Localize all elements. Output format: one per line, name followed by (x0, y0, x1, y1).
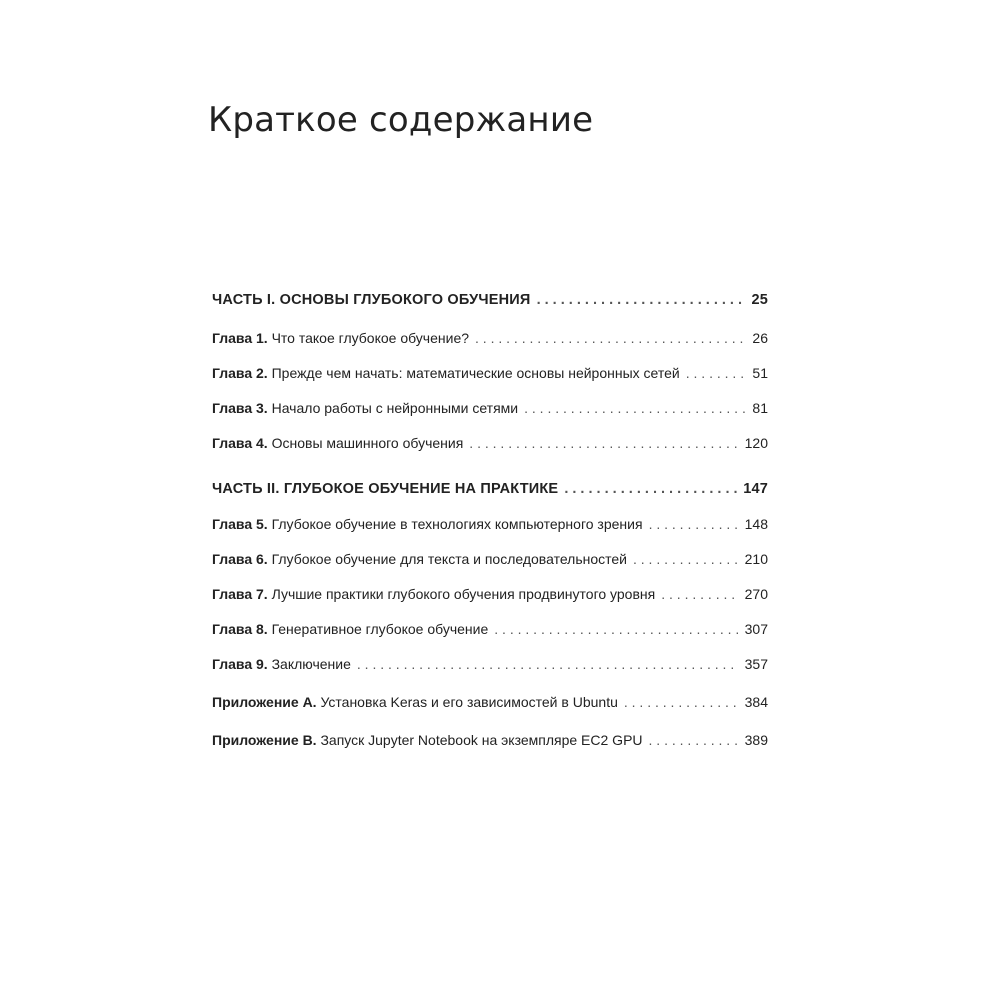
toc-entry (212, 621, 488, 637)
toc-entry (212, 516, 643, 532)
toc-entry-label: Прежде чем начать: математические основы нейронных сетей (271, 365, 680, 381)
toc-chapter-4[interactable] (212, 435, 768, 451)
toc-page-number: 307 (744, 621, 768, 637)
toc-page-number: 26 (752, 330, 768, 346)
toc-chapter-6[interactable] (212, 551, 768, 567)
toc-chapter-number: Глава 3. (212, 400, 268, 416)
toc-entry-label: Запуск Jupyter Notebook на экземпляре EC2 GPU (320, 732, 643, 748)
toc-appendix-b[interactable] (212, 732, 768, 748)
toc-entry-label: Генеративное глубокое обучение (271, 621, 489, 637)
toc-entry-label: Заключение (271, 656, 351, 672)
toc-entry (212, 365, 680, 381)
toc-entry-label: Глубокое обучение для текста и последовательностей (271, 551, 627, 567)
toc-chapter-number: Приложение А. (212, 694, 317, 710)
toc-entry (212, 694, 618, 710)
dot-leader (524, 400, 746, 416)
toc-page-number: 120 (744, 435, 768, 451)
toc-entry-label: ЧАСТЬ I. ОСНОВЫ ГЛУБОКОГО ОБУЧЕНИЯ (212, 292, 531, 308)
toc-part-1[interactable] (212, 292, 768, 308)
toc-page-number: 51 (752, 365, 768, 381)
toc-page-number: 357 (744, 656, 768, 672)
toc-entry (212, 551, 627, 567)
toc-chapter-number: Глава 2. (212, 365, 268, 381)
toc-chapter-number: Глава 5. (212, 516, 268, 532)
toc-chapter-number: Глава 9. (212, 656, 268, 672)
toc-entry-label: Начало работы с нейронными сетями (271, 400, 519, 416)
toc-page-number: 384 (744, 694, 768, 710)
toc-chapter-number: Глава 4. (212, 435, 268, 451)
dot-leader (661, 586, 738, 602)
toc-entry (212, 732, 643, 748)
toc-page-number: 389 (744, 732, 768, 748)
dot-leader (475, 330, 746, 346)
toc-page-number: 148 (744, 516, 768, 532)
toc-chapter-5[interactable] (212, 516, 768, 532)
toc-chapter-7[interactable] (212, 586, 768, 602)
toc-entry-label: Установка Keras и его зависимостей в Ubuntu (320, 694, 618, 710)
toc-page-number: 81 (752, 400, 768, 416)
toc-entry (212, 400, 518, 416)
toc-entry-label: Глубокое обучение в технологиях компьютерного зрения (271, 516, 643, 532)
toc-chapter-9[interactable] (212, 656, 768, 672)
toc-entry-label: Что такое глубокое обучение? (271, 330, 470, 346)
toc-chapter-2[interactable] (212, 365, 768, 381)
toc-entry (212, 330, 469, 346)
dot-leader (494, 621, 738, 637)
toc-entry (212, 435, 463, 451)
dot-leader (624, 694, 739, 710)
dot-leader (537, 292, 746, 308)
dot-leader (357, 656, 739, 672)
toc-page-number: 270 (744, 586, 768, 602)
toc-appendix-a[interactable] (212, 694, 768, 710)
toc-chapter-number: Приложение В. (212, 732, 317, 748)
toc-chapter-number: Глава 7. (212, 586, 268, 602)
toc-entry-label: Основы машинного обучения (271, 435, 464, 451)
toc-chapter-number: Глава 1. (212, 330, 268, 346)
dot-leader (469, 435, 738, 451)
toc-page-number: 210 (744, 551, 768, 567)
toc-chapter-8[interactable] (212, 621, 768, 637)
dot-leader (649, 732, 739, 748)
page-title: Краткое содержание (208, 100, 594, 140)
toc-chapter-3[interactable] (212, 400, 768, 416)
toc-chapter-1[interactable] (212, 330, 768, 346)
toc-chapter-number: Глава 8. (212, 621, 268, 637)
toc-entry (212, 586, 655, 602)
toc-part-2[interactable] (212, 481, 768, 497)
toc-entry-label: ЧАСТЬ II. ГЛУБОКОЕ ОБУЧЕНИЕ НА ПРАКТИКЕ (212, 481, 559, 497)
toc-chapter-number: Глава 6. (212, 551, 268, 567)
toc-entry-label: Лучшие практики глубокого обучения продвинутого уровня (271, 586, 656, 602)
toc-entry (212, 656, 351, 672)
table-of-contents (212, 292, 768, 748)
toc-page-number: 25 (751, 292, 768, 308)
dot-leader (686, 365, 747, 381)
toc-page-number: 147 (743, 481, 768, 497)
dot-leader (649, 516, 739, 532)
dot-leader (633, 551, 739, 567)
dot-leader (564, 481, 737, 497)
